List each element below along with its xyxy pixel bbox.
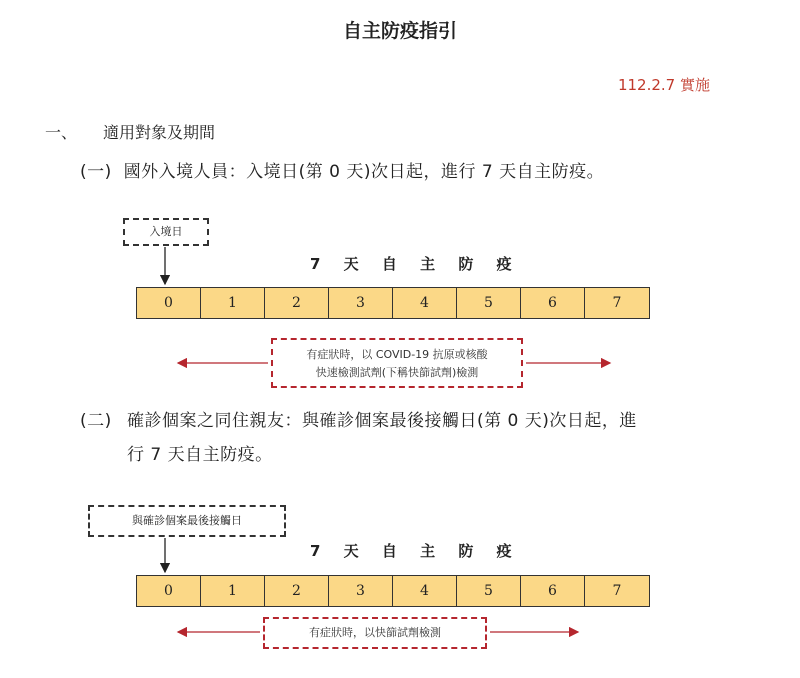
day-cell: 7 xyxy=(585,576,649,606)
diagram-1-day-bar xyxy=(136,287,650,319)
start-day-label: 入境日 xyxy=(123,218,209,246)
section-number: 一、 xyxy=(45,123,78,142)
symptom-note-2: 有症狀時，以快篩試劑檢測 xyxy=(263,617,487,649)
symptom-note-1: 有症狀時，以 COVID-19 抗原或核酸 快速檢測試劑(下稱快篩試劑)檢測 xyxy=(271,338,523,388)
day-cell: 0 xyxy=(137,576,201,606)
item-2 xyxy=(80,404,760,472)
day-cell: 0 xyxy=(137,288,201,318)
diagram-2-title: 7 天 自 主 防 疫 xyxy=(310,542,521,560)
page-title: 自主防疫指引 xyxy=(342,20,457,42)
day-cell: 6 xyxy=(521,288,585,318)
day-cell: 1 xyxy=(201,576,265,606)
item-1 xyxy=(80,157,604,182)
day-cell: 4 xyxy=(393,576,457,606)
section-title: 適用對象及期間 xyxy=(103,123,216,142)
item-2-text-line2: 行 7 天自主防疫。 xyxy=(127,445,273,465)
effective-date: 112.2.7 實施 xyxy=(617,76,710,94)
last-contact-day-label: 與確診個案最後接觸日 xyxy=(88,505,286,537)
day-cell: 7 xyxy=(585,288,649,318)
day-cell: 3 xyxy=(329,288,393,318)
item-1-label: (一) xyxy=(80,162,112,182)
day-cell: 1 xyxy=(201,288,265,318)
item-2-text-line1: 確診個案之同住親友：與確診個案最後接觸日(第 0 天)次日起，進 xyxy=(127,411,637,431)
day-cell: 6 xyxy=(521,576,585,606)
diagram-1-title: 7 天 自 主 防 疫 xyxy=(310,255,521,273)
day-cell: 4 xyxy=(393,288,457,318)
item-2-label: (二) xyxy=(80,411,112,431)
item-1-text: 國外入境人員：入境日(第 0 天)次日起，進行 7 天自主防疫。 xyxy=(123,162,605,182)
day-cell: 5 xyxy=(457,576,521,606)
day-cell: 2 xyxy=(265,576,329,606)
diagram-2-day-bar xyxy=(136,575,650,607)
day-cell: 2 xyxy=(265,288,329,318)
section-heading xyxy=(45,120,215,143)
day-cell: 3 xyxy=(329,576,393,606)
day-cell: 5 xyxy=(457,288,521,318)
